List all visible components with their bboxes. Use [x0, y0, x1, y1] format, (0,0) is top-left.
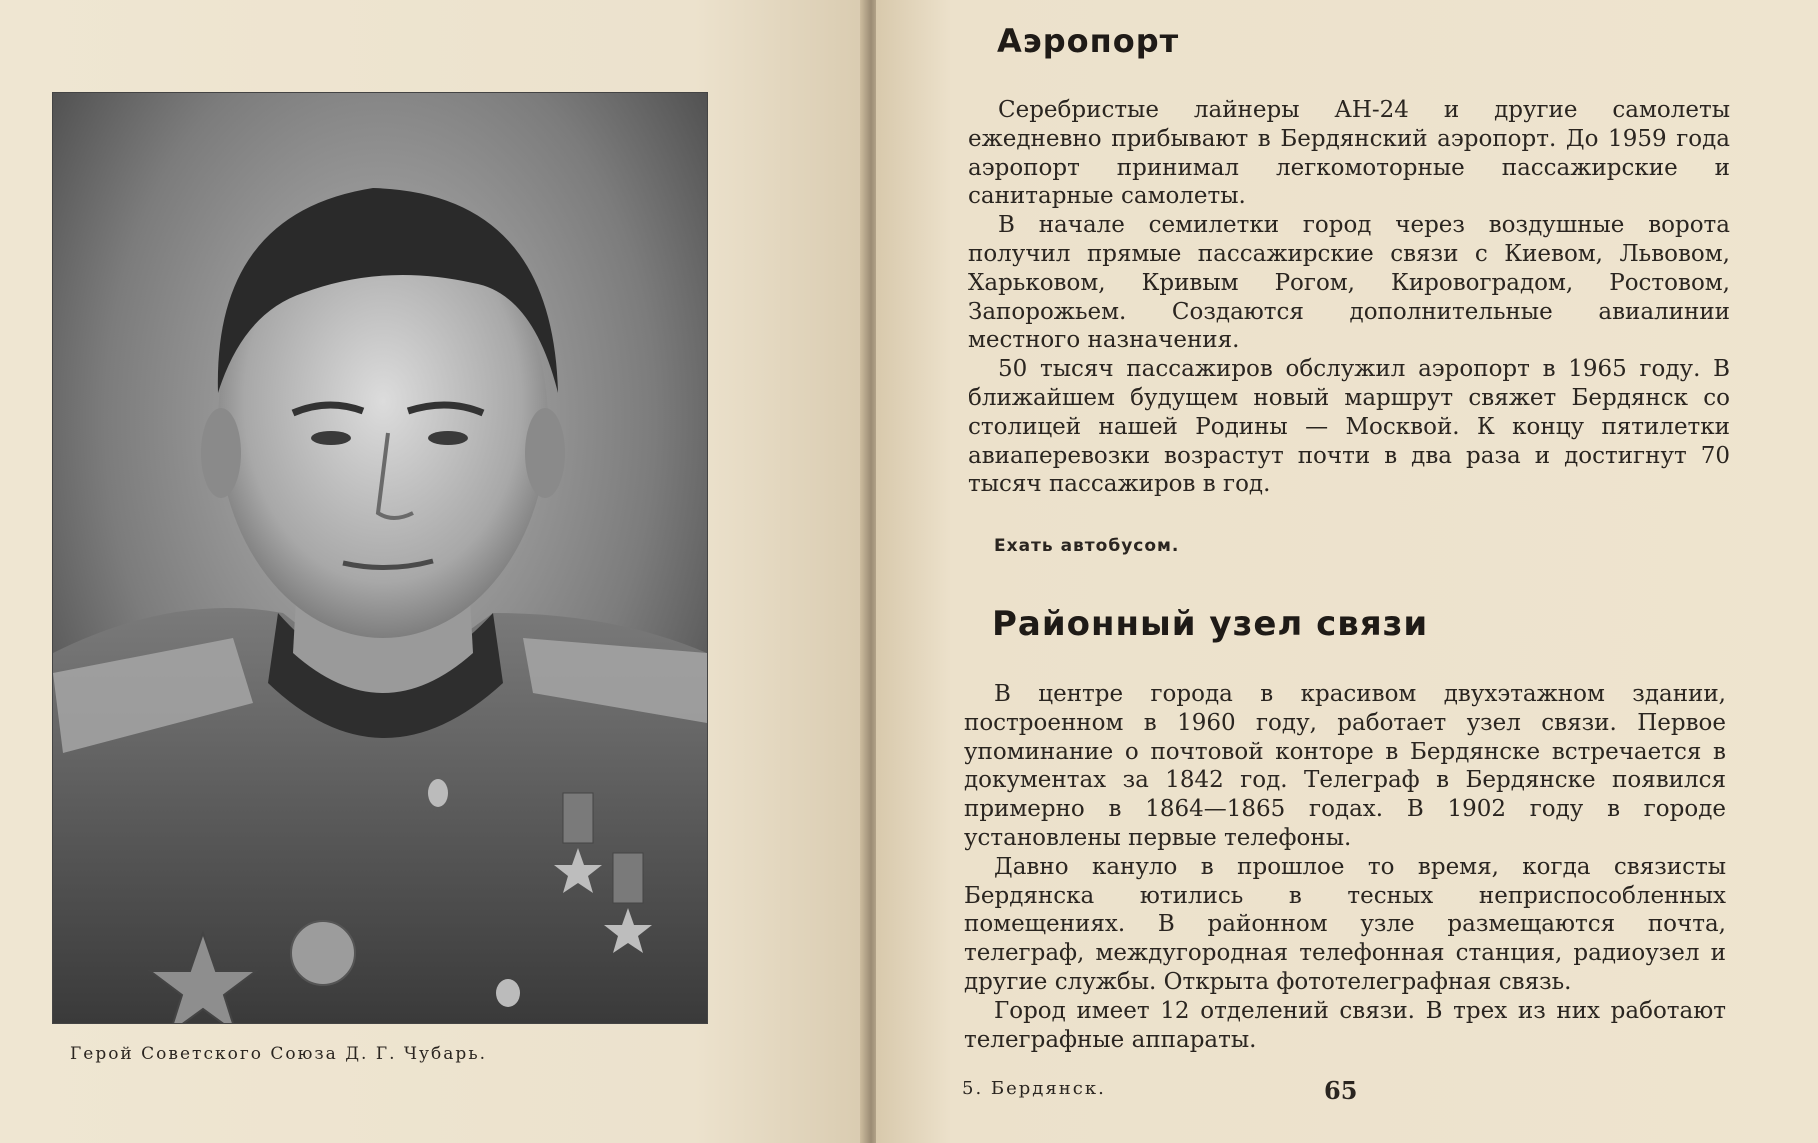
- page-number: 65: [1324, 1076, 1358, 1105]
- photo-caption: Герой Советского Союза Д. Г. Чубарь.: [70, 1044, 487, 1064]
- paragraph: Серебристые лайнеры АН-24 и другие самолеты ежедневно прибывают в Бердянский аэропорт. До 1959 года аэропорт принимал легкомоторные пассажирские и санитарные самолеты.: [968, 97, 1730, 210]
- paragraph: В начале семилетки город через воздушные ворота получил прямые пассажирские связи с Киевом, Львовом, Харьковом, Кривым Рогом, Кировоградом, Ростовом, Запорожьем. Создаются дополнительные авиалинии местного назначения.: [968, 212, 1730, 354]
- airport-text: [968, 96, 1730, 499]
- section-title-communications: Районный узел связи: [992, 604, 1429, 644]
- bus-note: Ехать автобусом.: [994, 536, 1180, 556]
- paragraph: Давно кануло в прошлое то время, когда связисты Бердянска ютились в тесных неприспособленных помещениях. В районном узле размещаются почта, телеграф, междугородная телефонная станция, радиоузел и другие службы. Открыта фототелеграфная связь.: [964, 853, 1726, 995]
- paragraph: Город имеет 12 отделений связи. В трех из них работают телеграфные аппараты.: [964, 997, 1726, 1053]
- section-title-airport: Аэропорт: [997, 22, 1180, 60]
- paragraph: В центре города в красивом двухэтажном здании, построенном в 1960 году, работает узел связи. Первое упоминание о почтовой конторе в Бердянске встречается в документах за 1842 год. Телеграф в Бердянске появился примерно в 1864—1865 годах. В 1902 году в городе установлены первые телефоны.: [964, 681, 1726, 851]
- paragraph: 50 тысяч пассажиров обслужил аэропорт в 1965 году. В ближайшем будущем новый маршрут свяжет Бердянск со столицей нашей Родины — Москвой. К концу пятилетки авиаперевозки возрастут почти в два раза и достигнут 70 тысяч пассажиров в год.: [968, 356, 1730, 498]
- portrait-photo: [52, 92, 708, 1024]
- signature-mark: 5. Бердянск.: [962, 1078, 1106, 1099]
- communications-text: [964, 680, 1726, 1054]
- left-page: [0, 0, 868, 1143]
- portrait-illustration: [53, 93, 707, 1023]
